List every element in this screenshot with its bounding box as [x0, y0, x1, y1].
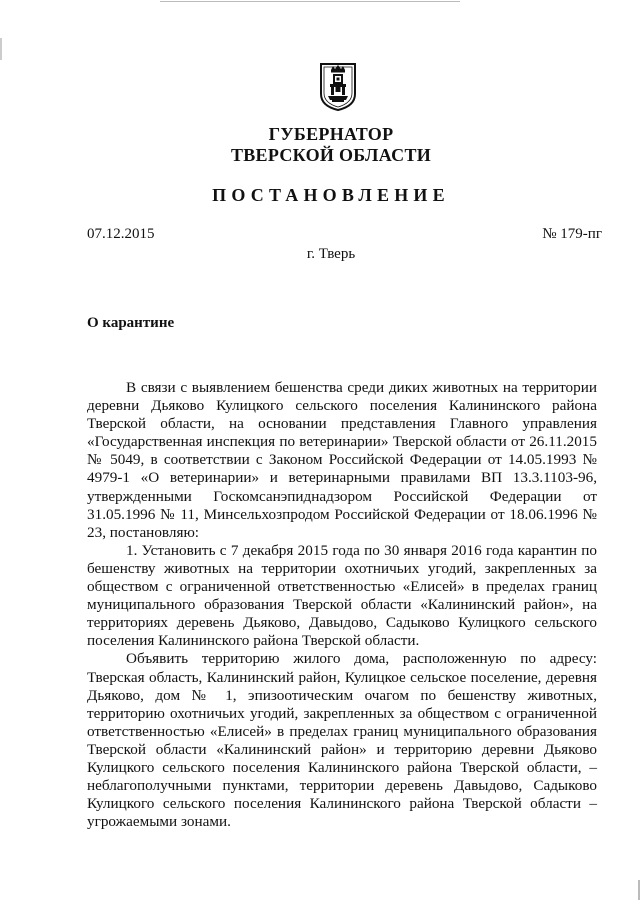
issuer-region: ТВЕРСКОЙ ОБЛАСТИ — [230, 145, 432, 165]
paragraph: Объявить территорию жилого дома, расположенную по адресу: Тверская область, Калининский район, Кулицкое сельское поселение, деревня Дьяково, дом № 1, эпизоотическим очагом по бешенству животных, территорию охотничьих угодий, закрепленных за обществом с ограниченной ответственностью «Елисей» в пределах границ муниципального образования Тверской области «Калининский район» и территорию деревни Дьяково Кулицкого сельского поселения Калининского района Тверской области, – неблагополучными пунктами, территории деревень Давыдово, Садыково Кулицкого сельского поселения Калининского района Тверской области – угрожаемыми зонами. — [87, 650, 597, 831]
document-number: № 179-пг — [542, 226, 602, 242]
coat-of-arms-icon — [318, 60, 358, 112]
document-subject: О карантине — [87, 315, 175, 331]
scan-edge-mark-left — [0, 38, 2, 60]
document-body — [87, 379, 597, 831]
document-type: ПОСТАНОВЛЕНИЕ — [212, 185, 450, 205]
paragraph: 1. Установить с 7 декабря 2015 года по 30 января 2016 года карантин по бешенству животных на территории охотничьих угодий, закрепленных за обществом с ограниченной ответственностью «Елисей» в пределах границ муниципального образования Тверской области «Калининский район», на территориях деревень Дьяково, Давыдово, Садыково Кулицкого сельского поселения Калининского района Тверской области. — [87, 541, 597, 650]
issuer-title: ГУБЕРНАТОР — [268, 124, 394, 144]
document-city: г. Тверь — [306, 246, 356, 262]
document-date: 07.12.2015 — [87, 226, 155, 242]
paragraph: В связи с выявлением бешенства среди диких животных на территории деревни Дьяково Кулицкого сельского поселения Калининского района Тверской области, на основании представления Главного управления «Государственная инспекция по ветеринарии» Тверской области от 26.11.2015 № 5049, в соответствии с Законом Российской Федерации от 14.05.1993 № 4979-1 «О ветеринарии» и ветеринарными правилами ВП 13.3.1103-96, утвержденными Госкомсанэпиднадзором Российской Федерации от 31.05.1996 № 11, Минсельхозпродом Российской Федерации от 18.06.1996 № 23, постановляю: — [87, 379, 597, 541]
scan-edge-line — [160, 1, 460, 2]
